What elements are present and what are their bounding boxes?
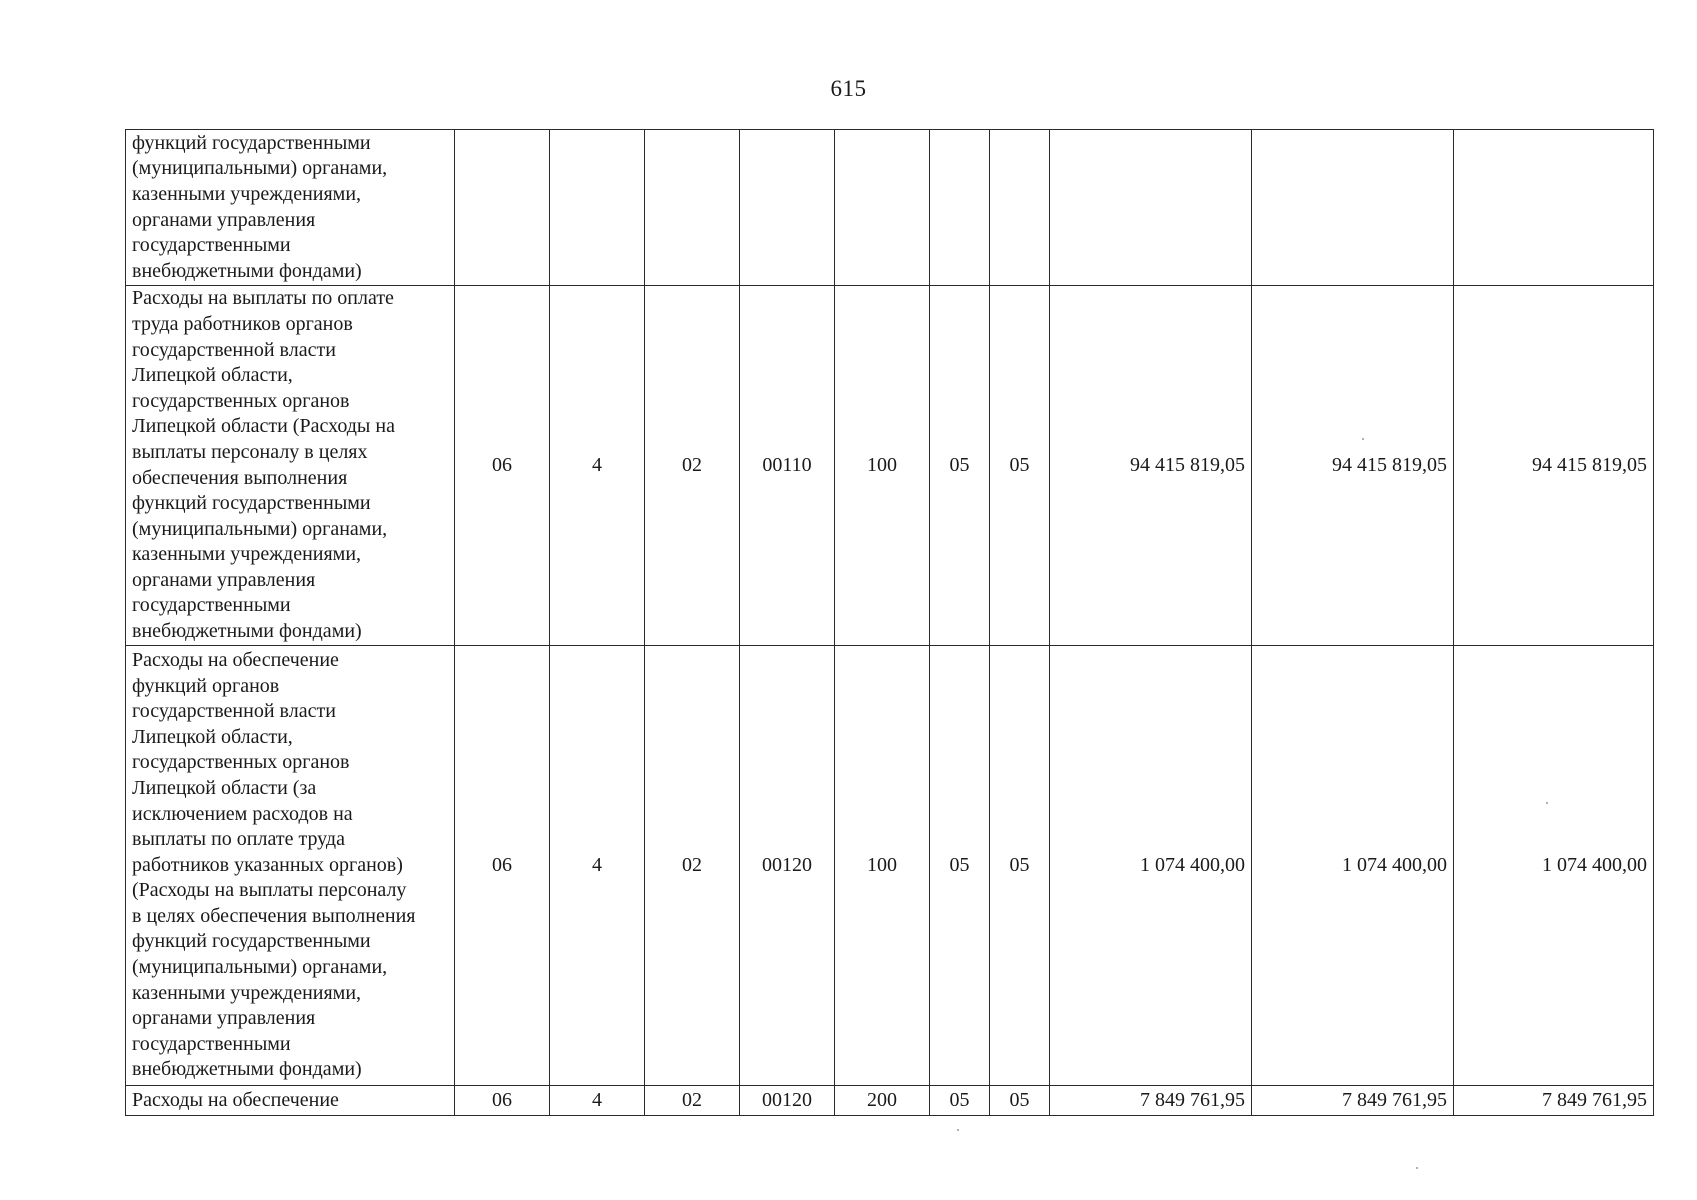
description-line: государственными [132,234,291,257]
ministry-code-cell: 06 [455,646,550,1086]
row-description [126,286,455,646]
description-line: государственной власти [132,338,336,361]
amount-year-2-cell: 1 074 400,00 [1252,646,1454,1086]
description-line: работников указанных органов) [132,853,403,876]
table-row [126,646,1654,1086]
subsection-code-cell: 05 [990,286,1050,646]
subprogram-code-cell: 02 [645,646,740,1086]
description-line: органами управления [132,208,316,231]
direction-code-cell [740,130,835,286]
direction-code-cell: 00120 [740,646,835,1086]
amount-year-1-cell: 1 074 400,00 [1050,646,1252,1086]
budget-table [125,129,1654,1116]
expense-type-code-cell [835,130,930,286]
expense-type-code-cell: 100 [835,646,930,1086]
description-line: государственными [132,1032,291,1055]
amount-year-3-cell: 1 074 400,00 [1454,646,1654,1086]
amount-year-1-cell: 7 849 761,95 [1050,1086,1252,1116]
direction-code-cell: 00120 [740,1086,835,1116]
ministry-code-cell: 06 [455,1086,550,1116]
direction-code-cell: 00110 [740,286,835,646]
section-code-cell: 05 [930,286,990,646]
description-line: функций органов [132,674,280,697]
scan-speck [957,1129,959,1131]
row-description [126,1086,455,1116]
program-code-cell [550,130,645,286]
description-line: функций государственными [132,131,371,154]
section-code-cell: 05 [930,646,990,1086]
description-line: государственных органов [132,751,350,774]
ministry-code-cell [455,130,550,286]
description-line: внебюджетными фондами) [132,1058,362,1081]
description-line: в целях обеспечения выполнения [132,904,416,927]
description-line: (муниципальными) органами, [132,157,388,180]
amount-year-1-cell [1050,130,1252,286]
description-line: функций государственными [132,492,371,515]
amount-year-2-cell: 94 415 819,05 [1252,286,1454,646]
description-line: государственной власти [132,700,336,723]
description-line: государственными [132,594,291,617]
amount-year-3-cell: 7 849 761,95 [1454,1086,1654,1116]
description-line: Липецкой области, [132,364,293,387]
program-code-cell: 4 [550,1086,645,1116]
description-line: функций государственными [132,930,371,953]
amount-year-1-cell: 94 415 819,05 [1050,286,1252,646]
description-line: выплаты персоналу в целях [132,440,368,463]
description-line: казенными учреждениями, [132,182,362,205]
description-line: внебюджетными фондами) [132,620,362,643]
row-description [126,646,455,1086]
subprogram-code-cell: 02 [645,286,740,646]
expense-type-code-cell: 200 [835,1086,930,1116]
description-line: (муниципальными) органами, [132,956,388,979]
description-line: Липецкой области (за [132,776,317,799]
subsection-code-cell: 05 [990,646,1050,1086]
description-line: труда работников органов [132,312,353,335]
description-line: Расходы на выплаты по оплате [132,287,394,310]
subsection-code-cell: 05 [990,1086,1050,1116]
description-line: казенными учреждениями, [132,543,362,566]
expense-type-code-cell: 100 [835,286,930,646]
amount-year-3-cell [1454,130,1654,286]
ministry-code-cell: 06 [455,286,550,646]
amount-year-2-cell [1252,130,1454,286]
program-code-cell: 4 [550,646,645,1086]
description-line: государственных органов [132,389,350,412]
description-line: исключением расходов на [132,802,353,825]
amount-year-3-cell: 94 415 819,05 [1454,286,1654,646]
subprogram-code-cell [645,130,740,286]
description-line: органами управления [132,568,316,591]
page-number: 615 [830,76,867,101]
scan-speck [1416,1167,1418,1169]
row-description [126,130,455,286]
table-row [126,286,1654,646]
description-line: внебюджетными фондами) [132,259,362,282]
section-code-cell: 05 [930,1086,990,1116]
description-line: Липецкой области, [132,725,293,748]
scan-speck [1362,438,1364,440]
table-row [126,130,1654,286]
program-code-cell: 4 [550,286,645,646]
subprogram-code-cell: 02 [645,1086,740,1116]
description-line: казенными учреждениями, [132,981,362,1004]
description-line: Расходы на обеспечение [132,648,339,671]
description-line: (муниципальными) органами, [132,517,388,540]
description-line: Липецкой области (Расходы на [132,415,395,438]
table-row [126,1086,1654,1116]
subsection-code-cell [990,130,1050,286]
description-line: органами управления [132,1007,316,1030]
description-line: Расходы на обеспечение [132,1088,339,1111]
description-line: (Расходы на выплаты персоналу [132,879,407,902]
description-line: выплаты по оплате труда [132,828,345,851]
amount-year-2-cell: 7 849 761,95 [1252,1086,1454,1116]
scan-speck [1546,802,1548,804]
table-body [126,130,1654,1116]
description-line: обеспечения выполнения [132,466,348,489]
section-code-cell [930,130,990,286]
